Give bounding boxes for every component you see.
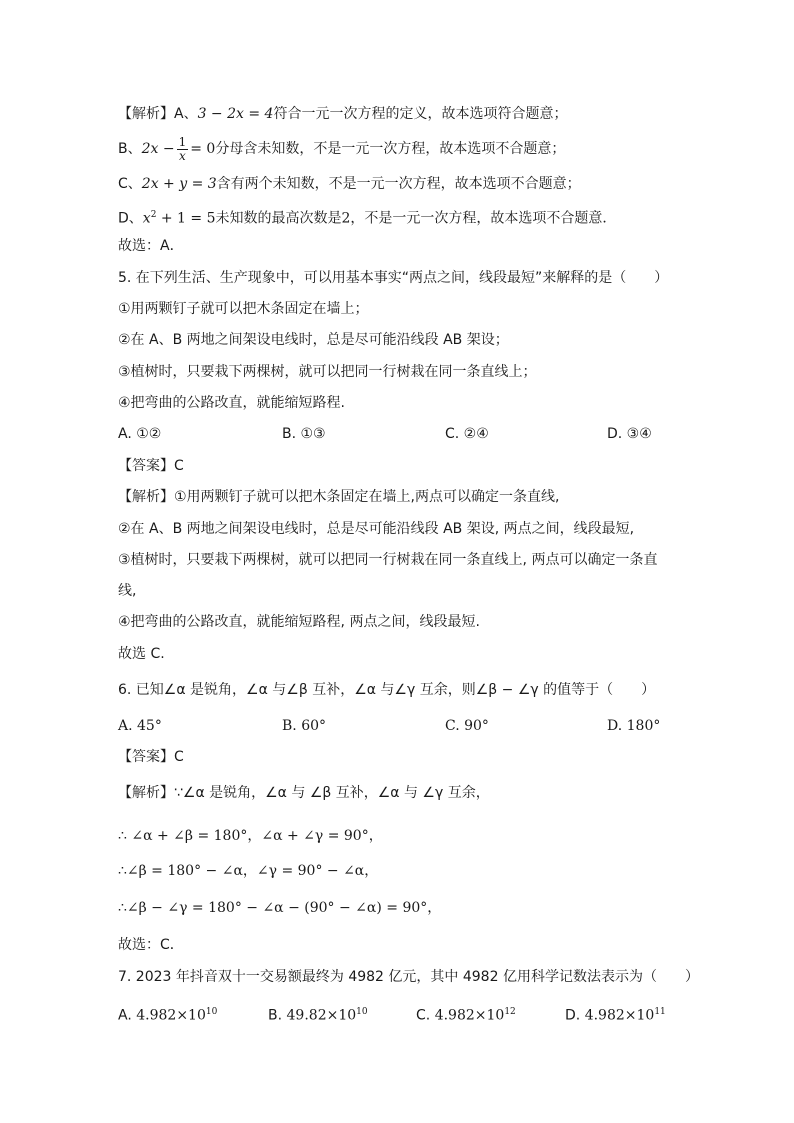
question-5-analysis-1: 【解析】①用两颗钉子就可以把木条固定在墙上,两点可以确定一条直线,: [118, 489, 560, 505]
question-6-option-a: A. 45°: [118, 718, 162, 734]
question-5-option-d: D. ③④: [607, 426, 652, 442]
question-6-answer: 【答案】C: [118, 749, 184, 765]
question-5-analysis-3: ③植树时，只要栽下两棵树，就可以把同一行树栽在同一条直线上, 两点可以确定一条直: [118, 552, 658, 568]
question-5-analysis-5: ④把弯曲的公路改直，就能缩短路程, 两点之间，线段最短.: [118, 614, 480, 630]
question-5-option-a: A. ①②: [118, 426, 162, 442]
fraction: $\frac{1}{x}$: [178, 134, 187, 163]
question-6-analysis-3: ∴∠β = 180° − ∠α，∠γ = 90° − ∠α，: [118, 863, 379, 879]
question-7-option-a: A. $4.982\times 10^{10}$: [118, 1007, 218, 1024]
question-6-stem: 6. 已知∠α 是锐角，∠α 与∠β 互补，∠α 与∠γ 互余，则∠β − ∠γ 的值等于（ ）: [118, 682, 656, 698]
question-5-answer: 【答案】C: [118, 458, 184, 474]
equation-a: 3 − 2x = 4: [197, 106, 274, 122]
question-7-option-b: B. $49.82\times 10^{10}$: [268, 1007, 368, 1024]
question-6-option-c: C. 90°: [445, 718, 489, 734]
question-5-item-1: ①用两颗钉子就可以把木条固定在墙上；: [118, 301, 369, 317]
question-6-option-d: D. 180°: [607, 718, 661, 734]
question-5-option-c: C. ②④: [445, 426, 489, 442]
question-5-option-b: B. ①③: [282, 426, 326, 442]
question-5-item-2: ②在 A、B 两地之间架设电线时，总是尽可能沿线段 AB 架设；: [118, 332, 509, 348]
question-5-analysis-2: ②在 A、B 两地之间架设电线时，总是尽可能沿线段 AB 架设, 两点之间，线段最短,: [118, 521, 635, 537]
question-7-option-d: D. $4.982\times 10^{11}$: [565, 1007, 666, 1024]
question-6-choice: 故选：C．: [118, 937, 184, 953]
question-6-analysis-2: ∴ ∠α + ∠β = 180°，∠α + ∠γ = 90°，: [118, 828, 383, 844]
question-5-choice: 故选 C.: [118, 646, 165, 662]
analysis-line-b: B、2x − $\frac{1}{x}$ = 0分母含未知数，不是一元一次方程，故本选项不合题意；: [118, 134, 566, 163]
question-5-item-4: ④把弯曲的公路改直，就能缩短路程.: [118, 395, 346, 411]
question-6-analysis-1: 【解析】∵∠α 是锐角，∠α 与 ∠β 互补，∠α 与 ∠γ 互余，: [118, 785, 490, 801]
analysis-line-a: 【解析】A、3 − 2x = 4符合一元一次方程的定义，故本选项符合题意；: [118, 106, 568, 122]
question-5-analysis-4: 线,: [118, 583, 137, 599]
question-6-option-b: B. 60°: [282, 718, 327, 734]
question-7-stem: 7. 2023 年抖音双十一交易额最终为 4982 亿元，其中 4982 亿用科学记数法表示为（ ）: [118, 969, 699, 985]
question-5-item-3: ③植树时，只要栽下两棵树，就可以把同一行树栽在同一条直线上；: [118, 364, 537, 380]
analysis4-choice: 故选：A．: [118, 238, 184, 254]
analysis-line-d: D、$x^2 + 1 = 5$未知数的最高次数是2，不是一元一次方程，故本选项不合题意．: [118, 210, 617, 227]
analysis-line-c: C、2x + y = 3含有两个未知数，不是一元一次方程，故本选项不合题意；: [118, 176, 581, 192]
analysis-tag: 【解析】: [118, 106, 174, 122]
question-6-analysis-4: ∴∠β − ∠γ = 180° − ∠α − (90° − ∠α) = 90°，: [118, 900, 442, 916]
question-7-option-c: C. $4.982\times 10^{12}$: [416, 1007, 516, 1024]
question-5-stem: 5. 在下列生活、生产现象中，可以用基本事实“两点之间，线段最短”来解释的是（ ）: [118, 270, 669, 286]
